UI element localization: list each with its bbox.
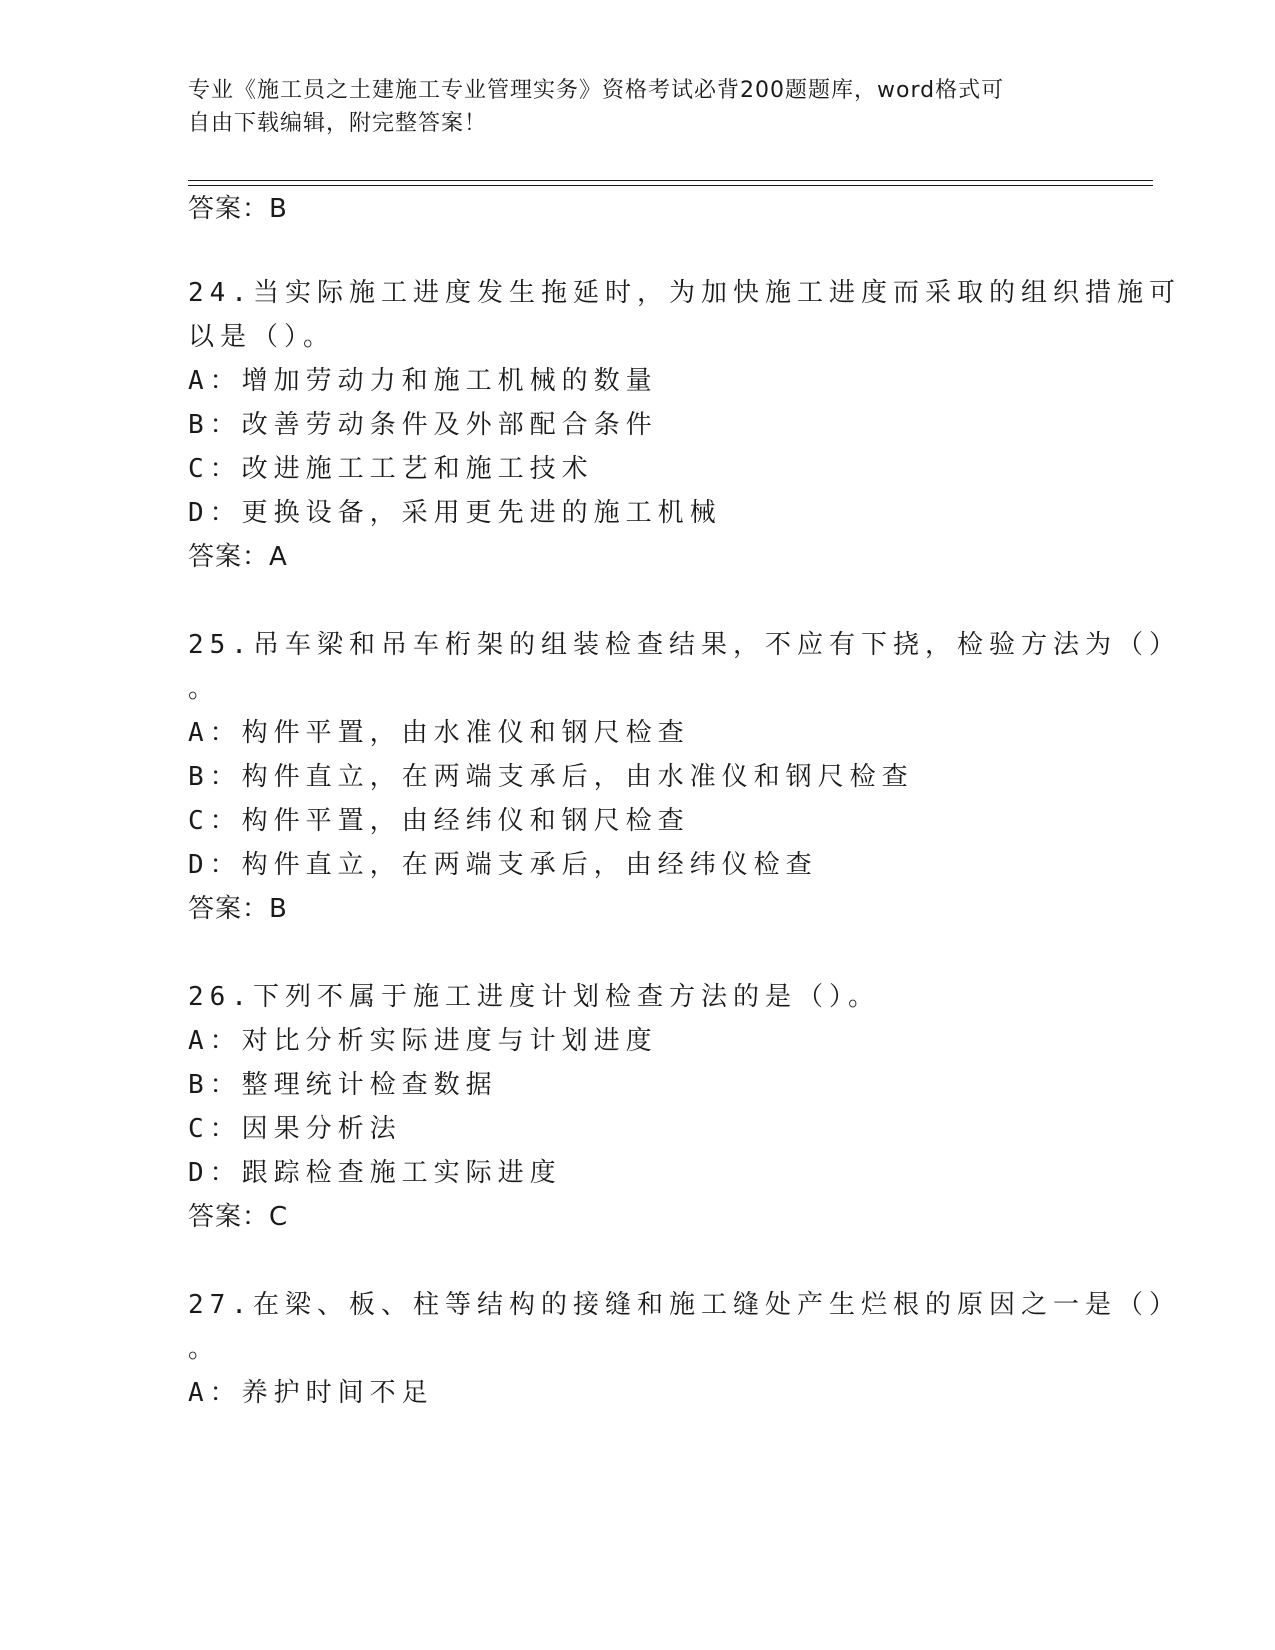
question-24-stem-cont: 以是（）。 [188, 322, 336, 352]
question-27-stem-cont: 。 [188, 1334, 221, 1364]
question-27-option-a: A：养护时间不足 [188, 1378, 434, 1408]
question-26-option-c: C：因果分析法 [188, 1114, 402, 1144]
question-25-option-b: B：构件直立，在两端支承后，由水准仪和钢尺检查 [188, 762, 914, 792]
question-26-stem: 26.下列不属于施工进度计划检查方法的是（）。 [188, 982, 880, 1012]
header-divider-bottom [188, 185, 1153, 186]
question-25-stem: 25.吊车梁和吊车桁架的组装检查结果，不应有下挠，检验方法为（） [188, 630, 1181, 660]
question-27-stem: 27.在梁、板、柱等结构的接缝和施工缝处产生烂根的原因之一是（） [188, 1290, 1181, 1320]
header-divider-top [188, 180, 1153, 181]
question-26-option-b: B：整理统计检查数据 [188, 1070, 498, 1100]
header-line-1: 专业《施工员之土建施工专业管理实务》资格考试必背200题题库，word格式可 [188, 78, 1005, 103]
question-26-answer: 答案：C [188, 1202, 289, 1232]
question-26-option-d: D：跟踪检查施工实际进度 [188, 1158, 562, 1188]
question-25-option-c: C：构件平置，由经纬仪和钢尺检查 [188, 806, 690, 836]
question-24-answer: 答案：A [188, 542, 288, 572]
header-line-2: 自由下载编辑，附完整答案！ [188, 111, 488, 136]
question-25-answer: 答案：B [188, 894, 288, 924]
question-25-stem-cont: 。 [188, 674, 221, 704]
question-24-stem: 24.当实际施工进度发生拖延时，为加快施工进度而采取的组织措施可 [188, 278, 1181, 308]
question-24-option-b: B：改善劳动条件及外部配合条件 [188, 410, 658, 440]
question-24-option-d: D：更换设备，采用更先进的施工机械 [188, 498, 722, 528]
question-26-option-a: A：对比分析实际进度与计划进度 [188, 1026, 658, 1056]
question-25-option-d: D：构件直立，在两端支承后，由经纬仪检查 [188, 850, 818, 880]
question-24-option-c: C：改进施工工艺和施工技术 [188, 454, 594, 484]
question-24-option-a: A：增加劳动力和施工机械的数量 [188, 366, 658, 396]
question-25-option-a: A：构件平置，由水准仪和钢尺检查 [188, 718, 690, 748]
document-header [188, 74, 1088, 140]
answer-line: 答案：B [188, 194, 288, 224]
